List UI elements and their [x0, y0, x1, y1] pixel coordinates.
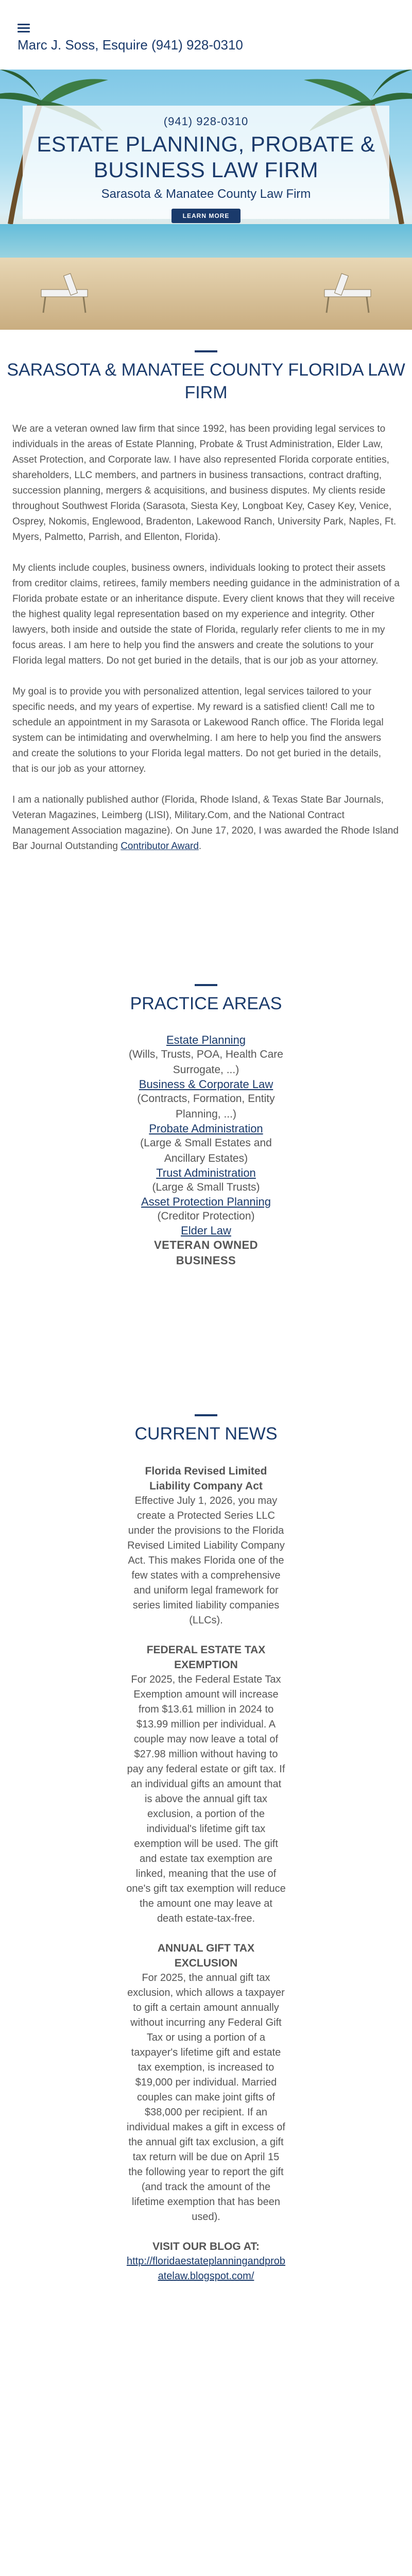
practice-link-asset-protection[interactable]: Asset Protection Planning — [141, 1195, 271, 1208]
hero-card — [23, 106, 389, 219]
contributor-award-link[interactable]: Contributor Award — [121, 841, 199, 852]
practice-link-estate-planning[interactable]: Estate Planning — [166, 1033, 246, 1046]
news-body — [126, 1464, 286, 2284]
about-section — [0, 330, 412, 854]
blog-heading: VISIT OUR BLOG AT: — [152, 2241, 260, 2252]
beach-chair-icon — [319, 269, 376, 315]
practice-desc: (Creditor Protection) — [157, 1210, 255, 1222]
practice-link-probate[interactable]: Probate Administration — [149, 1122, 263, 1135]
practice-desc: (Large & Small Trusts) — [152, 1181, 260, 1193]
practice-section — [0, 984, 412, 1268]
news-item — [126, 1941, 286, 2225]
news-text: For 2025, the annual gift tax exclusion, which allows a taxpayer to gift a certain amount annually without incurring any Federal Gift Tax or using a portion of a taxpayer's lifetime gift and estate tax exemption, is increased to $19,000 per individual. Married couples can make joint gifts of $38,000 per recipient. If an individual makes a gift in excess of the annual gift tax exclusion, a gift tax return will be due on April 15 the following year to report the gift (and track the amount of the lifetime exemption that has been used). — [127, 1972, 285, 2223]
practice-item — [129, 1224, 283, 1238]
practice-item — [129, 1195, 283, 1224]
about-paragraph — [12, 792, 400, 854]
hero-title: ESTATE PLANNING, PROBATE & BUSINESS LAW FIRM — [37, 132, 375, 182]
blog-link[interactable]: http://floridaestateplanningandprobatelaw.blogspot.com/ — [126, 2256, 285, 2282]
news-text: Effective July 1, 2026, you may create a Protected Series LLC under the provisions to the Florida Revised Limited Liability Company Act. This makes Florida one of the few states with a comprehensive and uniform legal framework for series limited liability companies (LLCs). — [127, 1495, 285, 1626]
practice-item — [129, 1166, 283, 1195]
about-paragraph-text: I am a nationally published author (Florida, Rhode Island, & Texas State Bar Journals, Veteran Magazines, Leimberg (LISI), Military.Com, and the National Contract Management Association magazine). On June 17, 2020, I was awarded the Rhode Island Bar Journal Outstanding — [12, 794, 399, 852]
practice-link-trust[interactable]: Trust Administration — [156, 1166, 256, 1179]
practice-link-elder-law[interactable]: Elder Law — [181, 1224, 231, 1237]
about-paragraph: We are a veteran owned law firm that since 1992, has been providing legal services to individuals in the areas of Estate Planning, Probate & Trust Administration, Elder Law, Asset Protection, and Corporate law. I have also represented Florida corporate entities, shareholders, LLC members, and partners in business transactions, contract drafting, succession planning, mergers & acquisitions, and business disputes. My clients reside throughout Southwest Florida (Sarasota, Siesta Key, Longboat Key, Casey Key, Venice, Osprey, Nokomis, Englewood, Bradenton, Lakewood Ranch, University Park, Naples, Ft. Myers, Palmetto, Parrish, and Ellenton, Florida). — [12, 423, 397, 543]
news-text: For 2025, the Federal Estate Tax Exemption amount will increase from $13.61 million in 2024 to $13.99 million per individual. A couple may now leave a total of $27.98 million without having to pay any federal estate or gift tax. If an individual gifts an amount that is above the annual gift tax exclusion, a portion of the individual's lifetime gift tax exemption will be used. The gift and estate tax exemption are linked, meaning that the use of one's gift tax exemption will reduce the amount one may leave at death estate-tax-free. — [126, 1674, 286, 1924]
beach-chair-icon — [36, 269, 93, 315]
about-heading: SARASOTA & MANATEE COUNTY FLORIDA LAW FIRM — [7, 360, 405, 402]
veteran-badge — [129, 1238, 283, 1268]
news-item — [126, 1642, 286, 1926]
hamburger-menu-icon[interactable] — [18, 24, 30, 33]
section-divider — [195, 984, 217, 986]
learn-more-button[interactable]: LEARN MORE — [171, 209, 241, 223]
blog-block — [126, 2239, 286, 2284]
header — [0, 0, 412, 70]
news-heading: CURRENT NEWS — [134, 1424, 278, 1444]
practice-heading: PRACTICE AREAS — [130, 994, 282, 1013]
practice-link-business-law[interactable]: Business & Corporate Law — [139, 1078, 273, 1091]
hero-subtitle: Sarasota & Manatee County Law Firm — [101, 187, 311, 201]
about-body — [0, 404, 412, 854]
practice-list — [0, 1033, 412, 1268]
header-title[interactable]: Marc J. Soss, Esquire (941) 928-0310 — [18, 37, 243, 53]
news-title: Florida Revised Limited Liability Company Act — [145, 1465, 267, 1492]
practice-desc: (Contracts, Formation, Entity Planning, ...) — [137, 1093, 275, 1120]
about-paragraph: My goal is to provide you with personalized attention, legal services tailored to your specific needs, and my years of expertise. My reward is a satisfied client! Call me to schedule an appointment in my Sarasota or Lakewood Ranch office. The Florida legal system can be intimidating and overwhelming. I am here to help you find the answers and create the solutions to your Florida legal matters. Do not get buried in the details, that is our job as your attorney. — [12, 686, 384, 774]
veteran-owned-text: VETERAN OWNED BUSINESS — [153, 1239, 259, 1267]
hero-banner — [0, 70, 412, 330]
section-divider — [195, 1414, 217, 1416]
practice-item — [129, 1122, 283, 1166]
hero-sea — [0, 224, 412, 260]
award-tail: . — [198, 841, 202, 852]
section-divider — [195, 350, 217, 352]
news-title: FEDERAL ESTATE TAX EXEMPTION — [146, 1644, 266, 1671]
news-title: ANNUAL GIFT TAX EXCLUSION — [157, 1942, 255, 1969]
practice-item — [129, 1033, 283, 1078]
hero-phone[interactable]: (941) 928-0310 — [163, 115, 249, 128]
practice-desc: (Wills, Trusts, POA, Health Care Surrogate, ...) — [129, 1048, 283, 1076]
practice-desc: (Large & Small Estates and Ancillary Estates) — [140, 1137, 272, 1164]
news-item — [126, 1464, 286, 1628]
practice-item — [129, 1078, 283, 1122]
news-section — [0, 1414, 412, 2298]
about-paragraph: My clients include couples, business owners, individuals looking to protect their assets from creditor claims, retirees, family members needing guidance in the administration of a Florida probate estate or an inheritance dispute. Every client knows that they will receive the highest quality legal representation based on my experience and integrity. Other lawyers, both inside and outside the state of Florida, regularly refer clients to me in my focus areas. I am here to help you find the answers and create the solutions to your Florida legal matters. Do not get buried in the details, that is our job as your attorney. — [12, 563, 400, 666]
